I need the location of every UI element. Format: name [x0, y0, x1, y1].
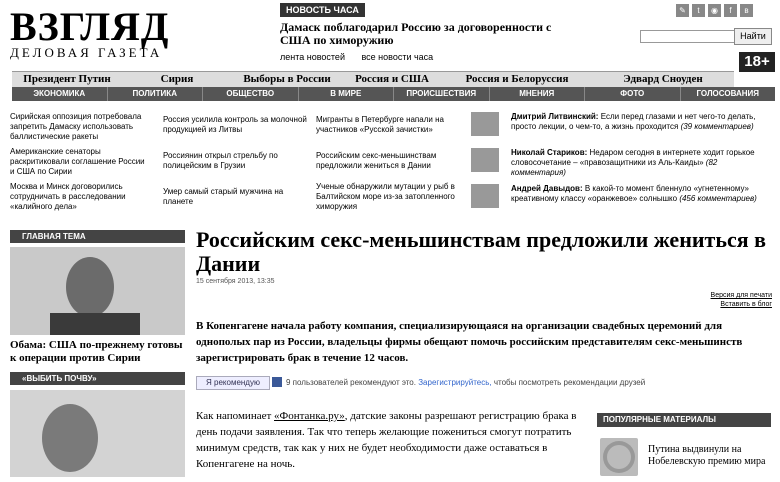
author-name[interactable]: Андрей Давыдов: — [511, 184, 583, 193]
opinion-text[interactable]: Если перед глазами и нет чего-то делать, просто лекции, о чем-то, а жизнь проходится — [511, 112, 756, 131]
tab-society[interactable]: ОБЩЕСТВО — [226, 89, 275, 98]
all-hour-news-link[interactable]: все новости часа — [361, 52, 434, 62]
article-lead: В Копенгагене начала работу компания, специализирующаяся на организации свадебных церемоний для однополых пар из России, владельцы фирмы обещают помочь российским представителям секс-меньшинств зарегистрировать брак в течение 12 часов. — [196, 320, 743, 364]
section-nav — [12, 87, 775, 101]
nav-item-russia-belarus[interactable]: Россия и Белоруссия — [465, 73, 569, 85]
nav-item-russia-usa[interactable]: Россия и США — [355, 73, 429, 85]
tab-politics[interactable]: ПОЛИТИКА — [132, 89, 177, 98]
article-title: Российским секс-меньшинствам предложили жениться в Дании — [196, 227, 767, 276]
primary-nav — [12, 71, 734, 87]
author-name[interactable]: Николай Стариков: — [511, 148, 588, 157]
nav-item-syria[interactable]: Сирия — [160, 73, 194, 85]
tab-incidents[interactable]: ПРОИСШЕСТВИЯ — [406, 89, 477, 98]
nobel-medal-icon — [600, 438, 638, 476]
tab-opinions[interactable]: МНЕНИЯ — [519, 89, 555, 98]
portrait-icon — [10, 247, 185, 335]
logo-subtitle: ДЕЛОВАЯ ГАЗЕТА — [10, 45, 163, 60]
article-body-text: , датские законы разрешают регистрацию брака в день подачи заявления. Так что теперь желающие пожениться смогут потратить минимум средств, так как у них не будет необходимости даже оставаться в Копенгагене на ночь. — [196, 410, 577, 470]
tab-photo[interactable]: ФОТО — [620, 89, 645, 98]
tab-votes[interactable]: ГОЛОСОВАНИЯ — [696, 89, 760, 98]
opinion-text[interactable]: Недаром сегодня в интернете ходит горькое словосочетание – «правозащитники из Аль-Каиды» — [511, 148, 755, 167]
tab-economy[interactable]: ЭКОНОМИКА — [33, 89, 86, 98]
site-logo[interactable] — [10, 4, 180, 60]
comments-count[interactable]: (39 комментариев) — [680, 122, 754, 131]
article-body — [196, 408, 581, 472]
news-link[interactable]: Россия усилила контроль за молочной продукцией из Литвы — [163, 115, 307, 134]
tab-world[interactable]: В МИРЕ — [330, 89, 362, 98]
search-button[interactable]: Найти — [734, 28, 772, 45]
print-version-link[interactable]: Версия для печати — [710, 292, 772, 299]
social-links — [676, 4, 753, 17]
news-link[interactable]: Американские сенаторы раскритиковали соглашение России и США по Сирии — [10, 147, 145, 176]
main-theme-header: ГЛАВНАЯ ТЕМА — [10, 230, 185, 243]
vybit-pochvu-photo[interactable] — [10, 390, 185, 477]
recommend-button[interactable]: Я рекомендую — [196, 376, 270, 390]
news-link[interactable]: Умер самый старый мужчина на планете — [163, 187, 284, 206]
news-link[interactable]: Сирийская оппозиция потребовала запретить Дамаску использовать баллистические ракеты — [10, 112, 142, 141]
livejournal-icon[interactable]: ✎ — [676, 4, 689, 17]
facebook-recommend-bar — [196, 376, 771, 390]
portrait-icon — [10, 390, 185, 477]
author-photo[interactable] — [471, 112, 499, 136]
nav-item-putin[interactable]: Президент Путин — [23, 73, 111, 85]
facebook-icon — [272, 377, 282, 387]
article-date: 15 сентября 2013, 13:35 — [196, 278, 275, 285]
nav-item-elections[interactable]: Выборы в России — [243, 73, 331, 85]
rss-icon[interactable]: ◉ — [708, 4, 721, 17]
news-of-hour-headline[interactable]: Дамаск поблагодарил Россию за договоренности с США по химоружию — [280, 20, 552, 47]
news-link[interactable]: Ученые обнаружили мутации у рыб в Балтийском море из-за затопленного химоружия — [316, 182, 455, 211]
author-photo[interactable] — [471, 184, 499, 208]
comments-count[interactable]: (82 комментария) — [511, 158, 718, 177]
author-name[interactable]: Дмитрий Литвинский: — [511, 112, 599, 121]
comments-count[interactable]: (456 комментариев) — [679, 194, 757, 203]
article-body-text: Как напоминает — [196, 410, 275, 422]
twitter-icon[interactable]: t — [692, 4, 705, 17]
facebook-icon[interactable]: f — [724, 4, 737, 17]
main-theme-photo[interactable] — [10, 247, 185, 335]
fontanka-link[interactable]: «Фонтанка.ру» — [274, 410, 345, 422]
news-link[interactable]: Россиянин открыл стрельбу по полицейским в Грузии — [163, 151, 278, 170]
search-input[interactable] — [640, 30, 735, 43]
nav-item-snowden[interactable]: Эдвард Сноуден — [623, 73, 703, 85]
logo-main: ВЗГЛЯД — [10, 4, 170, 49]
news-link[interactable]: Москва и Минск договорились сотрудничать в расследовании «калийного дела» — [10, 182, 126, 211]
opinion-text[interactable]: В какой-то момент бленнуло «угнетенному» креативному классу «оранжевое» солнышко — [511, 184, 749, 203]
age-rating-badge: 18+ — [739, 52, 775, 72]
news-feed-link[interactable]: лента новостей — [280, 52, 345, 62]
news-of-hour — [280, 0, 580, 62]
vkontakte-icon[interactable]: в — [740, 4, 753, 17]
author-photo[interactable] — [471, 148, 499, 172]
news-link[interactable]: Мигранты в Петербурге напали на участников «Русской зачистки» — [316, 115, 444, 134]
main-theme-caption[interactable]: Обама: США по-прежнему готовы к операции против Сирии — [10, 339, 183, 364]
vybit-pochvu-header: «ВЫБИТЬ ПОЧВУ» — [10, 372, 185, 385]
recommend-count-text: 9 пользователей рекомендуют это. — [286, 378, 416, 387]
news-of-hour-header: НОВОСТЬ ЧАСА — [280, 3, 365, 17]
news-link[interactable]: Российским секс-меньшинствам предложили жениться в Дании — [316, 151, 437, 170]
register-link[interactable]: Зарегистрируйтесь, — [418, 378, 492, 387]
popular-item-title[interactable]: Путина выдвинули на Нобелевскую премию мира — [648, 444, 766, 467]
recommend-note: чтобы посмотреть рекомендации друзей — [493, 378, 646, 387]
embed-blog-link[interactable]: Вставить в блог — [720, 301, 772, 308]
popular-header: ПОПУЛЯРНЫЕ МАТЕРИАЛЫ — [597, 413, 771, 427]
